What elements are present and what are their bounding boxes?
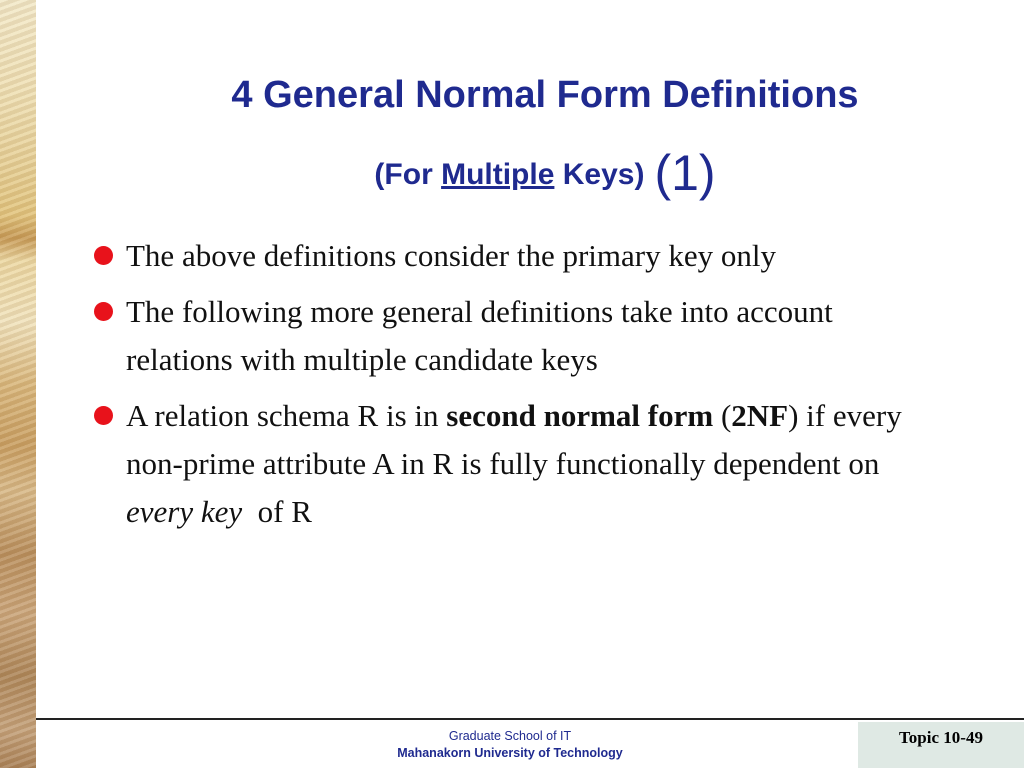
bullet-text-part: of R xyxy=(242,494,312,529)
bullet-text-part: A relation schema R is in xyxy=(126,398,447,433)
bullet-text-part: ) if every non-prime attribute A in R is fully functionally dependent on xyxy=(126,398,902,481)
bullet-dot-icon xyxy=(94,302,113,321)
bullet-item xyxy=(88,232,918,280)
footer-line-1: Graduate School of IT xyxy=(448,729,572,743)
bullet-text: The above definitions consider the primary key only xyxy=(126,238,776,273)
slide-title: 4 General Normal Form Definitions xyxy=(231,74,859,116)
bullet-item xyxy=(88,392,918,536)
footer-institution xyxy=(290,728,730,762)
bullet-dot-icon xyxy=(94,246,113,265)
topic-box xyxy=(858,722,1024,768)
footer-line-2: Mahanakorn University of Technology xyxy=(397,746,623,760)
decorative-side-strip xyxy=(0,0,36,768)
subtitle-prefix: (For xyxy=(374,158,442,191)
bullet-list xyxy=(88,232,918,544)
subtitle-underlined-word: Multiple xyxy=(441,158,555,191)
bullet-text: The following more general definitions take into account relations with multiple candidate keys xyxy=(126,294,833,377)
bullet-bold-term: second normal form xyxy=(446,398,714,433)
subtitle-number: (1) xyxy=(654,145,716,201)
topic-label: Topic 10-49 xyxy=(899,728,983,747)
bullet-item xyxy=(88,288,918,384)
bullet-bold-abbrev: 2NF xyxy=(731,398,789,433)
bullet-dot-icon xyxy=(94,406,113,425)
slide-subtitle xyxy=(60,138,1024,201)
bullet-italic-term: every key xyxy=(126,494,243,529)
bullet-text-part: ( xyxy=(713,398,732,433)
footer-divider xyxy=(36,718,1024,720)
subtitle-suffix: Keys) xyxy=(554,158,645,191)
